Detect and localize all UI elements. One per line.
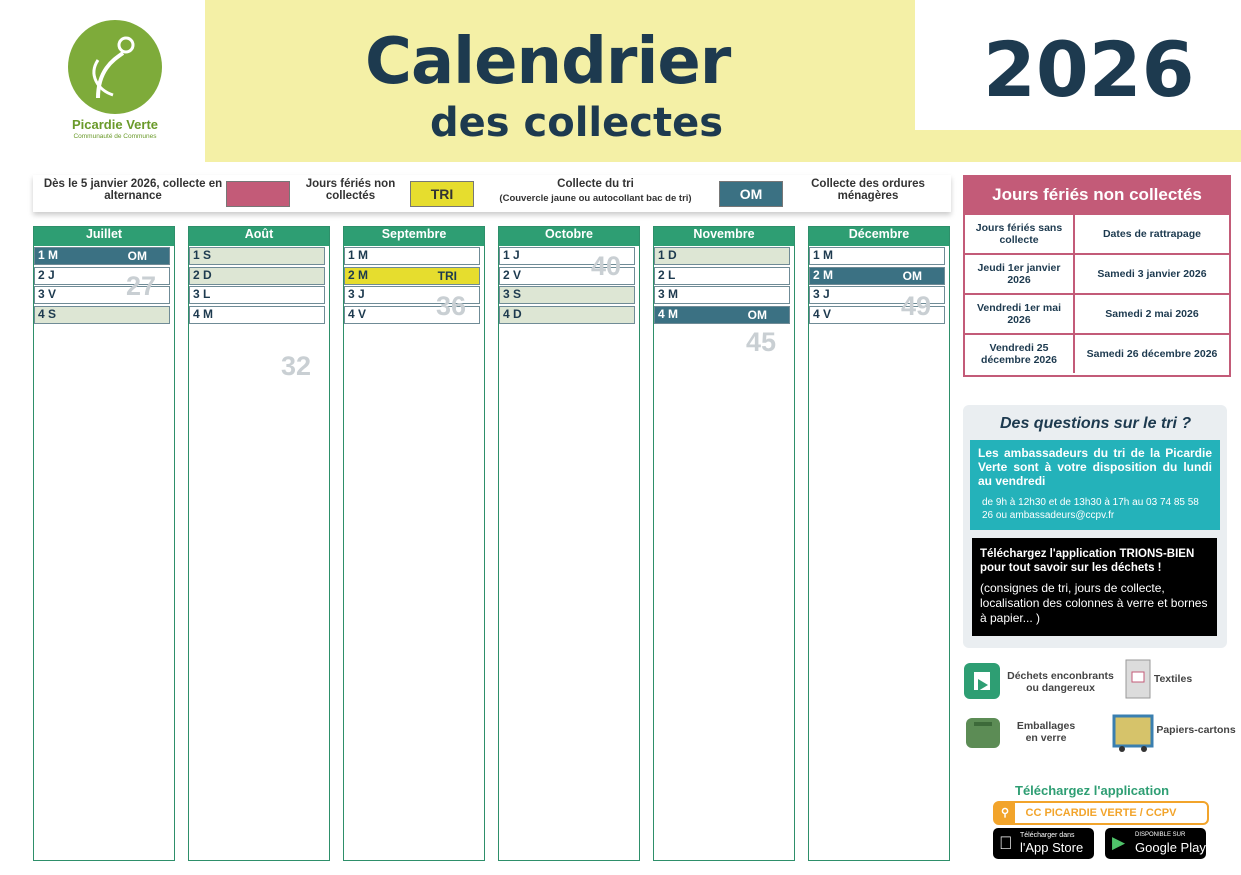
- month-title: Décembre: [809, 227, 949, 246]
- textile-label: Textiles: [1153, 673, 1193, 685]
- day-label: 1 J: [503, 248, 520, 262]
- week-number: 36: [436, 291, 467, 321]
- day-row: [654, 306, 790, 324]
- logo-icon: [68, 20, 162, 114]
- day-label: 1 M: [348, 248, 369, 262]
- holiday-catchup: Samedi 3 janvier 2026: [1075, 253, 1229, 293]
- holiday-day: Vendredi 25 décembre 2026: [965, 333, 1075, 373]
- day-label: 4 V: [348, 307, 367, 322]
- legend-tri-tag: TRI: [410, 181, 474, 207]
- holiday-catchup: Samedi 26 décembre 2026: [1075, 333, 1229, 373]
- day-row: [809, 267, 945, 285]
- day-row: [499, 286, 635, 304]
- google-play-button[interactable]: [1105, 828, 1206, 859]
- day-label: 3 V: [38, 287, 57, 302]
- day-label: 4 M: [193, 307, 214, 322]
- day-label: 3 L: [193, 287, 211, 302]
- day-label: 4 S: [38, 307, 57, 322]
- day-row: [344, 267, 480, 285]
- app-promo-text: (consignes de tri, jours de collecte, localisation des colonnes à verre et bornes à papier... ): [980, 581, 1208, 625]
- holiday-day: Vendredi 1er mai 2026: [965, 293, 1075, 333]
- week-number: 27: [126, 271, 157, 301]
- org-name: Picardie Verte: [72, 117, 158, 132]
- day-label: 3 M: [658, 287, 679, 302]
- holidays-table: [963, 175, 1231, 377]
- paper-bin-icon: [1112, 712, 1148, 748]
- collection-tag: OM: [902, 268, 922, 283]
- search-icon: ⚲: [995, 803, 1015, 823]
- paper-label: Papiers-cartons: [1156, 724, 1236, 736]
- day-label: 2 J: [38, 267, 55, 282]
- page-subtitle: des collectes: [430, 100, 724, 146]
- year: 2026: [983, 25, 1195, 114]
- glass-bin-icon: [964, 712, 1000, 748]
- app-promo-title: Téléchargez l'application TRIONS-BIEN pour tout savoir sur les déchets !: [980, 548, 1195, 574]
- week-number: 49: [901, 291, 932, 321]
- app-store-label: l'App Store: [1020, 840, 1084, 855]
- day-label: 2 L: [658, 267, 676, 282]
- day-label: 1 M: [813, 248, 834, 262]
- holidays-title: Jours fériés non collectés: [965, 177, 1229, 213]
- app-store-button[interactable]: [993, 828, 1094, 859]
- day-label: 4 V: [813, 307, 832, 322]
- legend-tri-label: Collecte du tri: [557, 178, 634, 190]
- org-sub: Communauté de Communes: [73, 133, 157, 140]
- google-play-small: DISPONIBLE SUR: [1135, 832, 1186, 838]
- app-search-button[interactable]: [993, 801, 1209, 825]
- ambassadors-contact: de 9h à 12h30 et de 13h30 à 17h au 03 74 85 58 26 ou ambassadeurs@ccpv.fr: [982, 497, 1199, 521]
- day-row: [34, 306, 170, 324]
- day-label: 2 M: [348, 267, 369, 282]
- holidays-col2: Dates de rattrapage: [1075, 213, 1229, 253]
- day-label: 1 S: [193, 248, 212, 262]
- day-label: 2 V: [503, 267, 522, 282]
- ambassadors-box: [970, 440, 1220, 530]
- day-label: 1 D: [658, 248, 677, 262]
- month-title: Août: [189, 227, 329, 246]
- day-label: 3 J: [813, 287, 830, 302]
- day-row: [189, 306, 325, 324]
- day-label: 3 J: [348, 287, 365, 302]
- month-title: Novembre: [654, 227, 794, 246]
- glass-label: Emballages en verre: [1016, 720, 1076, 744]
- collection-tag: OM: [127, 249, 147, 263]
- day-row: [189, 247, 325, 265]
- legend-ferie-swatch: [226, 181, 290, 207]
- day-label: 3 S: [503, 287, 522, 302]
- month-title: Septembre: [344, 227, 484, 246]
- day-list: [654, 247, 790, 326]
- day-label: 1 M: [38, 248, 59, 262]
- google-play-label: Google Play: [1135, 840, 1206, 855]
- month-column: [808, 226, 950, 861]
- day-row: [654, 267, 790, 285]
- month-column: [653, 226, 795, 861]
- month-title: Juillet: [34, 227, 174, 246]
- app-store-small: Télécharger dans: [1020, 832, 1075, 839]
- day-row: [189, 267, 325, 285]
- download-title: Téléchargez l'application: [1015, 783, 1170, 798]
- bulky-waste-label: Déchets enconbrants ou dangereux: [1007, 670, 1114, 694]
- legend-feries: Jours fériés non collectés: [305, 178, 396, 202]
- day-label: 4 D: [503, 307, 522, 322]
- week-number: 40: [591, 251, 622, 281]
- holidays-col1: Jours fériés sans collecte: [965, 213, 1075, 253]
- month-title: Octobre: [499, 227, 639, 246]
- page-title: Calendrier: [365, 25, 731, 99]
- legend-tri-sub: (Couvercle jaune ou autocollant bac de tri): [499, 193, 692, 204]
- day-label: 2 M: [813, 267, 834, 282]
- app-search-label: CC PICARDIE VERTE / CCPV: [1025, 807, 1177, 819]
- week-number: 45: [746, 327, 777, 357]
- week-number: 32: [281, 351, 312, 381]
- collection-tag: TRI: [437, 268, 457, 283]
- month-column: [188, 226, 330, 861]
- day-row: [499, 306, 635, 324]
- bulky-waste-icon: [964, 663, 1000, 699]
- legend-om-tag: OM: [719, 181, 783, 207]
- day-row: [654, 247, 790, 265]
- apple-icon: [999, 833, 1013, 854]
- month-column: [498, 226, 640, 861]
- legend-om-label: Collecte des ordures ménagères: [811, 178, 925, 202]
- holiday-day: Jeudi 1er janvier 2026: [965, 253, 1075, 293]
- day-label: 4 M: [658, 307, 679, 322]
- questions-title: Des questions sur le tri ?: [1000, 415, 1192, 432]
- play-icon: ▶: [1112, 833, 1126, 852]
- month-column: [343, 226, 485, 861]
- ambassadors-text: Les ambassadeurs du tri de la Picardie Verte sont à votre disposition du lundi au vendredi: [978, 446, 1212, 488]
- month-column: [33, 226, 175, 861]
- day-row: [344, 247, 480, 265]
- app-promo-box: [972, 538, 1217, 636]
- day-row: [809, 247, 945, 265]
- legend-alternance: Dès le 5 janvier 2026, collecte en alternance: [43, 178, 223, 202]
- collection-tag: OM: [747, 308, 767, 323]
- day-row: [189, 286, 325, 304]
- day-list: [189, 247, 325, 326]
- legend: [33, 175, 951, 212]
- day-row: [34, 247, 170, 265]
- day-row: [654, 286, 790, 304]
- header-band-right: [915, 130, 1241, 162]
- holiday-catchup: Samedi 2 mai 2026: [1075, 293, 1229, 333]
- day-label: 2 D: [193, 267, 212, 282]
